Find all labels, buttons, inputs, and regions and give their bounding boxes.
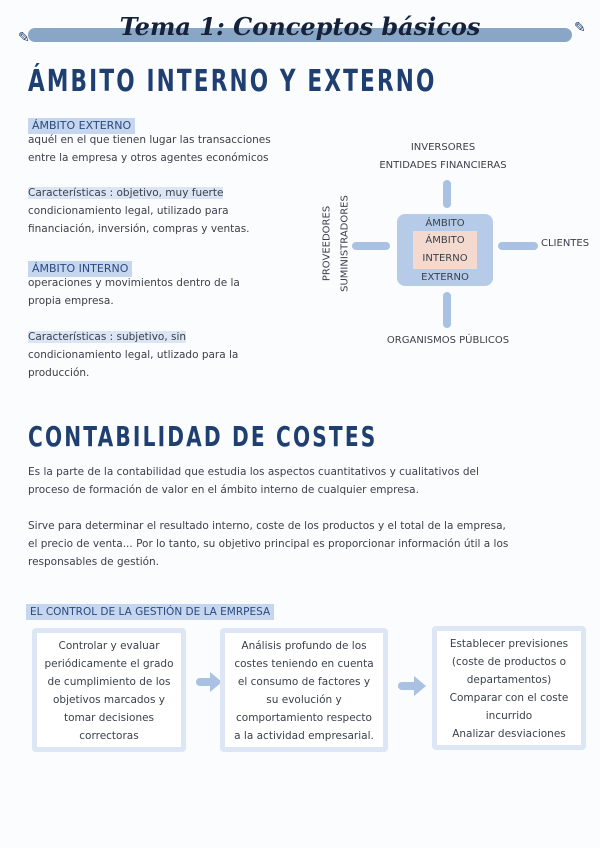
text-line: aquél en el que tienen lugar las transacciones (28, 134, 271, 146)
arrow-head-card-2 (414, 676, 426, 696)
text-line: de cumplimiento de los (47, 676, 171, 688)
text-line: Sirve para determinar el resultado interno, coste de los productos y el total de la empresa, (28, 520, 506, 532)
text-line: su evolución y (266, 694, 342, 706)
text-line: producción. (28, 367, 90, 379)
text-line: Controlar y evaluar (58, 640, 160, 652)
decoration-right: ✎ (574, 20, 586, 36)
externo-characteristics (28, 184, 328, 238)
interno-definition (28, 274, 328, 310)
section2-heading: CONTABILIDAD DE COSTES (28, 420, 378, 453)
label-suministradores: SUMINISTRADORES (339, 195, 351, 292)
label-proveedores: PROVEEDORES (321, 205, 333, 282)
text-line: el consumo de factores y (237, 676, 371, 688)
text-line: objetivos marcados y (52, 694, 165, 706)
card-controlar (32, 628, 186, 752)
arrow-right (498, 242, 538, 250)
arrow-left (352, 242, 390, 250)
externo-definition (28, 131, 328, 167)
text-line: Comparar con el coste (449, 692, 569, 704)
text-line: entre la empresa y otros agentes económicos (28, 152, 269, 164)
label-inversores: INVERSORES (410, 142, 476, 153)
label-outer-bottom: EXTERNO (421, 272, 469, 283)
text-line: departamentos) (466, 674, 552, 686)
text-line: operaciones y movimientos dentro de la (28, 277, 240, 289)
text-line: propia empresa. (28, 295, 114, 307)
text-line: condicionamiento legal, utlizado para la (28, 349, 239, 361)
text-line: condicionamiento legal, utilizado para (28, 205, 229, 217)
text-line: Establecer previsiones (449, 638, 569, 650)
label-entidades-financieras: ENTIDADES FINANCIERAS (379, 160, 507, 171)
label-inner-2: INTERNO (422, 253, 468, 264)
text-line: a la actividad empresarial. (234, 730, 374, 742)
text-line: Es la parte de la contabilidad que estudia los aspectos cuantitativos y cualitativos del (28, 466, 479, 478)
section1-heading: ÁMBITO INTERNO Y EXTERNO (28, 64, 437, 99)
tag-label: ÁMBITO EXTERNO (28, 118, 135, 134)
decoration-left: ✎ (18, 30, 30, 46)
text-line: responsables de gestión. (28, 556, 160, 568)
card-analisis (220, 628, 388, 752)
tag-label: ÁMBITO INTERNO (28, 261, 132, 277)
tag-control-gestion (26, 600, 274, 620)
text-line: costes teniendo en cuenta (234, 658, 374, 670)
text-line: periódicamente el grado (44, 658, 174, 670)
costes-definition (28, 463, 588, 499)
label-outer-top: ÁMBITO (425, 218, 465, 229)
text-line: financiación, inversión, compras y ventas. (28, 223, 250, 235)
card-previsiones (432, 626, 586, 750)
arrow-up (443, 180, 451, 208)
page-title: Tema 1: Conceptos básicos (119, 12, 481, 41)
text-line: comportamiento respecto (236, 712, 372, 724)
label-inner-1: ÁMBITO (425, 235, 465, 246)
text-line: Análisis profundo de los (241, 640, 367, 652)
tag-label: EL CONTROL DE LA GESTIÓN DE LA EMRPESA (26, 604, 274, 620)
text-line: correctoras (79, 730, 139, 742)
costes-purpose (28, 517, 588, 571)
text-line: Características : objetivo, muy fuerte (28, 187, 224, 199)
text-line: Analizar desviaciones (452, 728, 566, 740)
label-organismos-publicos: ORGANISMOS PÚBLICOS (386, 335, 510, 346)
text-line: tomar decisiones (63, 712, 155, 724)
text-line: Características : subjetivo, sin (28, 331, 187, 343)
text-line: incurrido (485, 710, 533, 722)
arrow-down (443, 292, 451, 328)
text-line: (coste de productos o (451, 656, 567, 668)
label-clientes: CLIENTES (541, 238, 590, 249)
text-line: proceso de formación de valor en el ámbito interno de cualquier empresa. (28, 484, 419, 496)
interno-characteristics (28, 328, 328, 382)
text-line: el precio de venta... Por lo tanto, su objetivo principal es proporcionar información útil a los (28, 538, 509, 550)
